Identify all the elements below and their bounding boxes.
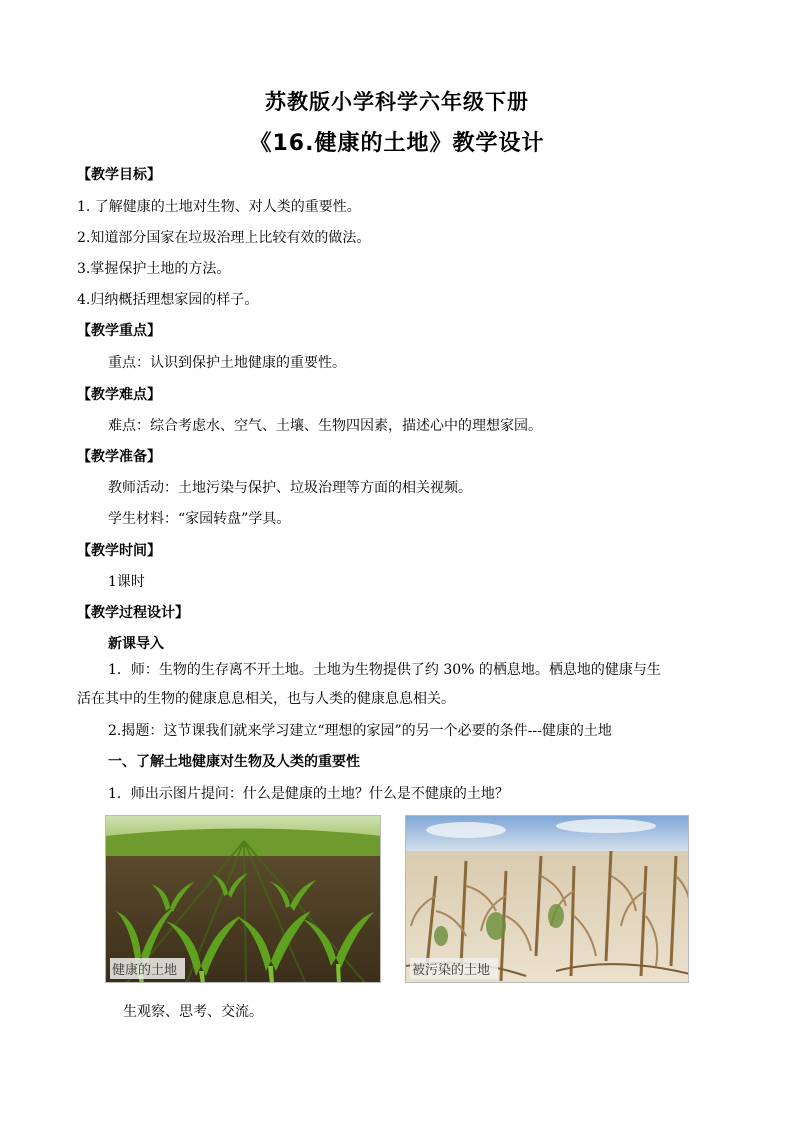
healthy-land-caption: 健康的土地 [110,958,185,979]
intro-heading: 新课导入 [108,636,164,652]
difficulty-heading: 【教学难点】 [77,387,161,403]
objective-item-2: 2.知道部分国家在垃圾治理上比较有效的做法。 [77,230,371,246]
polluted-land-caption: 被污染的土地 [410,958,498,979]
key-point-text: 重点：认识到保护土地健康的重要性。 [108,355,346,371]
document-title: 苏教版小学科学六年级下册 [265,90,529,114]
objective-item-4: 4.归纳概括理想家园的样子。 [77,292,259,308]
objective-item-1: 1. 了解健康的土地对生物、对人类的重要性。 [77,199,361,215]
time-text: 1课时 [108,574,145,590]
healthy-land-image [105,815,381,983]
preparation-student: 学生材料：“家园转盘”学具。 [108,511,291,527]
after-images-text: 生观察、思考、交流。 [123,1004,263,1020]
objective-item-3: 3.掌握保护土地的方法。 [77,261,231,277]
polluted-land-image [405,815,689,983]
process-heading: 【教学过程设计】 [77,605,189,621]
section-1-item-1: 1．师出示图片提问：什么是健康的土地？什么是不健康的土地？ [108,786,509,802]
objectives-heading: 【教学目标】 [77,167,161,183]
key-point-heading: 【教学重点】 [77,323,161,339]
time-heading: 【教学时间】 [77,543,161,559]
preparation-teacher: 教师活动：土地污染与保护、垃圾治理等方面的相关视频。 [108,480,472,496]
intro-item-1-line-1: 1．师：生物的生存离不开土地。土地为生物提供了约 30% 的栖息地。栖息地的健康与生 [108,662,661,678]
preparation-heading: 【教学准备】 [77,449,161,465]
intro-item-1-line-2: 活在其中的生物的健康息息相关，也与人类的健康息息相关。 [77,691,455,707]
section-1-heading: 一、了解土地健康对生物及人类的重要性 [108,754,360,770]
difficulty-text: 难点：综合考虑水、空气、土壤、生物四因素，描述心中的理想家园。 [108,418,542,434]
intro-item-2: 2.揭题：这节课我们就来学习建立“理想的家园”的另一个必要的条件---健康的土地 [108,723,612,739]
document-subtitle: 《16.健康的土地》教学设计 [249,131,545,156]
